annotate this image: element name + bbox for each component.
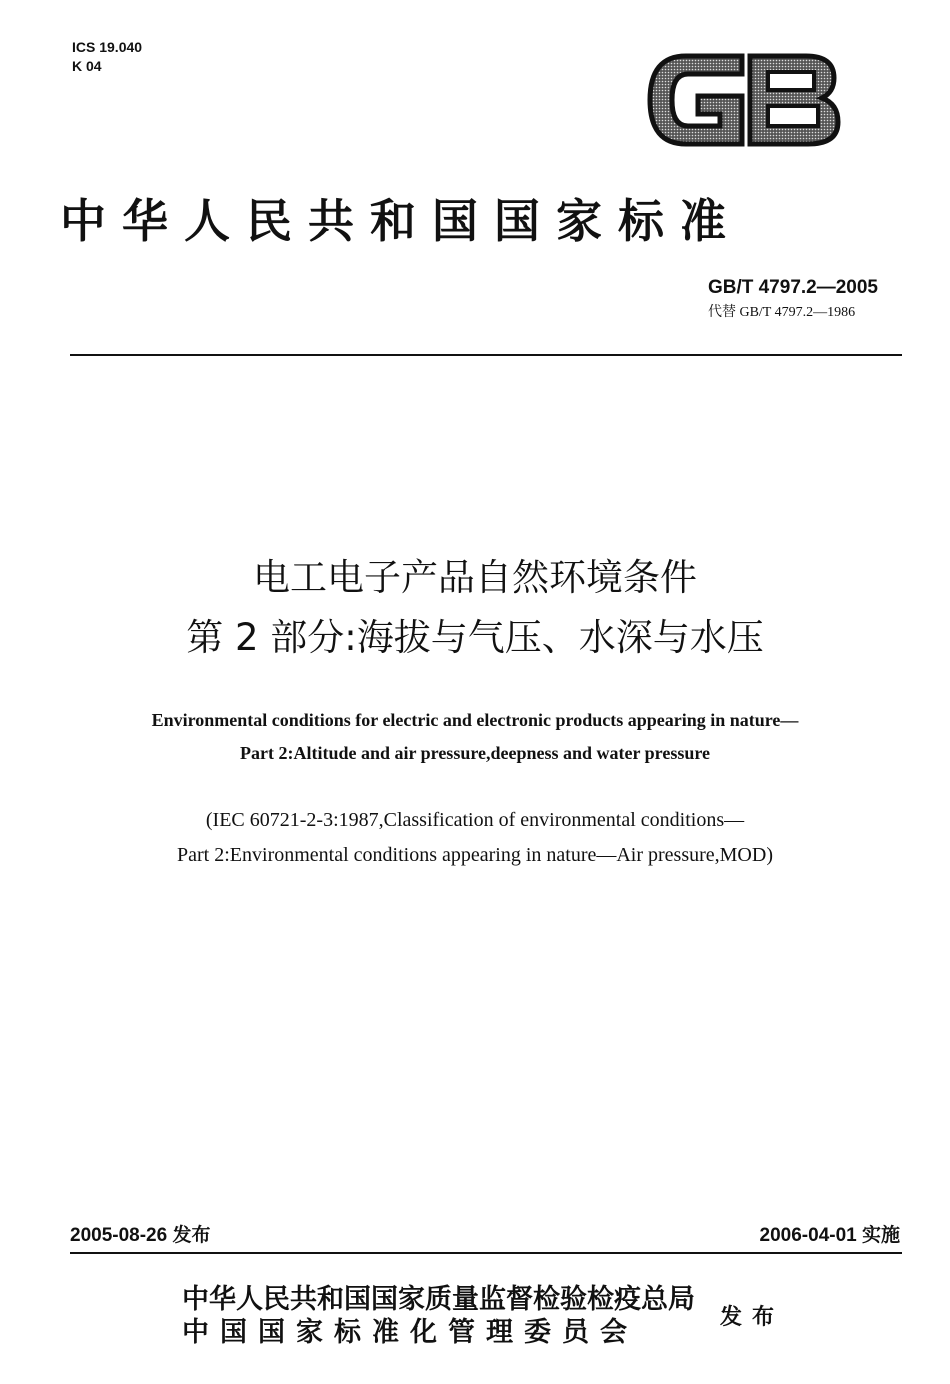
en-title-line1: Environmental conditions for electric and electronic products appearing in nature— <box>151 710 799 730</box>
issue-date: 2005-08-26 发布 <box>70 1225 211 1246</box>
ics-code: ICS 19.040 <box>72 39 143 55</box>
ccs-code: K 04 <box>72 58 102 74</box>
standard-code: GB/T 4797.2—2005 <box>707 277 878 298</box>
header-divider <box>70 354 902 356</box>
iec-reference-line1: (IEC 60721-2-3:1987,Classification of environmental conditions— <box>205 809 745 831</box>
issuer-aqsiq: 中华人民共和国国家质量监督检验检疫总局 <box>182 1284 695 1315</box>
footer-divider <box>70 1252 902 1254</box>
iec-reference-line2: Part 2:Environmental conditions appearing in nature—Air pressure,MOD) <box>177 844 773 866</box>
gb-logo <box>646 50 842 150</box>
zh-title-line1: 电工电子产品自然环境条件 <box>253 556 697 599</box>
replaces-code: 代替 GB/T 4797.2—1986 <box>707 305 856 320</box>
standard-code-block <box>708 277 878 321</box>
zh-title-line2: 第 2 部分:海拔与气压、水深与水压 <box>186 616 764 659</box>
publish-label: 发布 <box>720 1304 785 1330</box>
issuer-sac: 中国国家标准化管理委员会 <box>182 1317 638 1348</box>
standard-type-title: 中华人民共和国国家标准 <box>60 194 742 248</box>
issuing-authorities <box>182 1283 695 1349</box>
classification-codes <box>72 38 142 76</box>
implementation-date: 2006-04-01 实施 <box>759 1225 900 1246</box>
en-title-line2: Part 2:Altitude and air pressure,deepness and water pressure <box>239 743 710 763</box>
